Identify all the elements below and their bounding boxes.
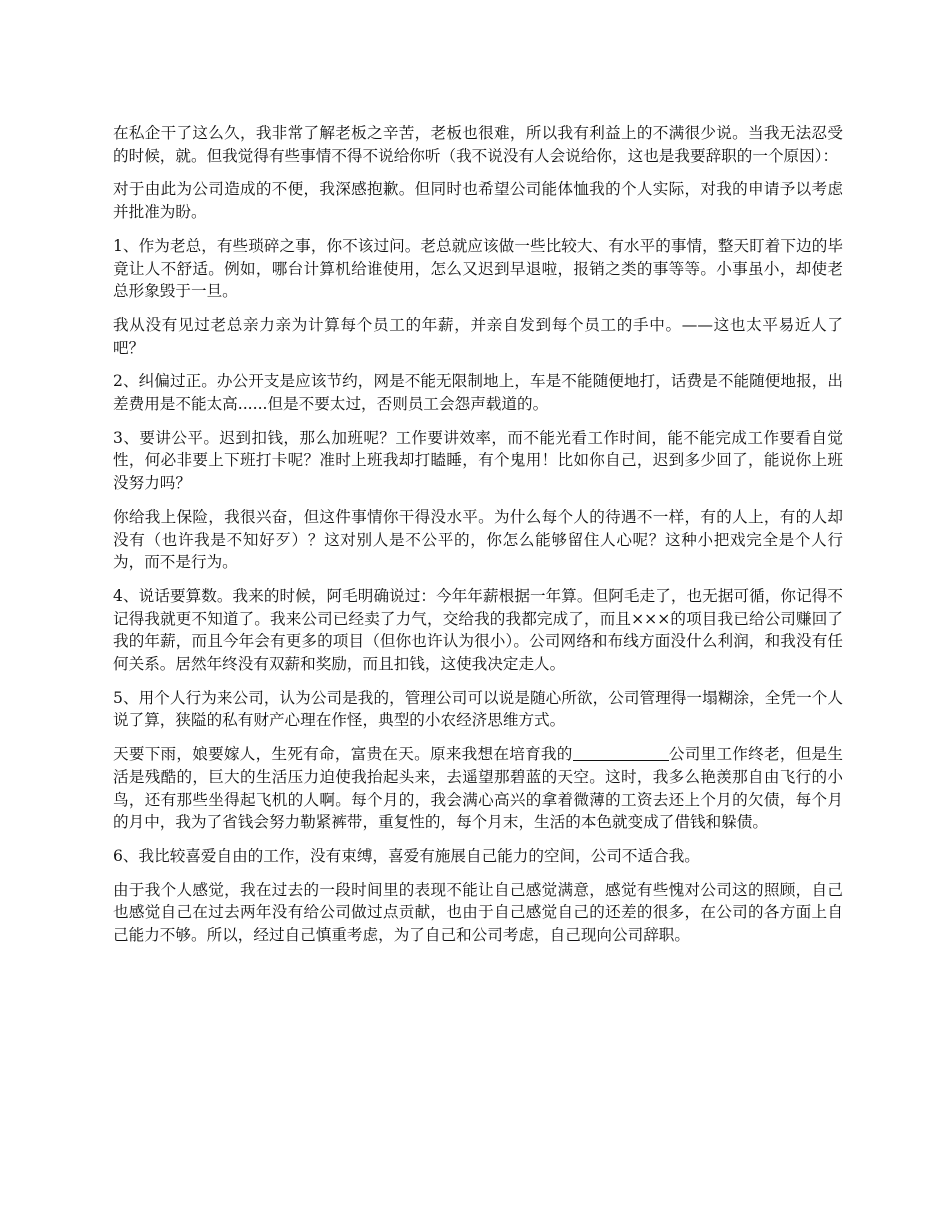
paragraph-point-5: 5、用个人行为来公司，认为公司是我的，管理公司可以说是随心所欲，公司管理得一塌糊涂，全凭一个人说了算，狭隘的私有财产心理在作怪，典型的小农经济思维方式。: [113, 688, 843, 730]
paragraph-point-2: 2、纠偏过正。办公开支是应该节约，网是不能无限制地上，车是不能随便地打，话费是不能随便地报，出差费用是不能太高......但是不要太过，否则员工会怨声载道的。: [113, 372, 843, 414]
paragraph-life-end: 公司里工作终老，但是生活是残酷的，巨大的生活压力迫使我抬起头来，去遥望那碧蓝的天空。这时，我多么艳羡那自由飞行的小鸟，还有那些坐得起飞机的人啊。每个月的，我会满心高兴的拿着微薄的工资去还上个月的欠债，每个月的月中，我为了省钱会努力勒紧裤带，重复性的，每个月末，生活的本色就变成了借钱和躲债。: [113, 745, 843, 832]
paragraph-life-start: 天要下雨，娘要嫁人，生死有命，富贵在天。原来我想在培育我的: [113, 745, 573, 764]
paragraph-point-1: 1、作为老总，有些琐碎之事，你不该过问。老总就应该做一些比较大、有水平的事情，整天盯着下边的毕竟让人不舒适。例如，哪台计算机给谁使用，怎么又迟到早退啦，报销之类的事等等。小事虽小，却使老总形象毁于一旦。: [113, 236, 843, 301]
paragraph-point-1-note: 我从没有见过老总亲力亲为计算每个员工的年薪，并亲自发到每个员工的手中。——这也太平易近人了吧？: [113, 315, 843, 357]
paragraph-point-4: 4、说话要算数。我来的时候，阿毛明确说过：今年年薪根据一年算。但阿毛走了，也无据可循，你记得不记得我就更不知道了。我来公司已经卖了力气，交给我的我都完成了，而且×××的项目我已给公司赚回了我的年薪，而且今年会有更多的项目（但你也许认为很小）。公司网络和布线方面没什么利润，和我没有任何关系。居然年终没有双薪和奖励，而且扣钱，这使我决定走人。: [113, 586, 843, 674]
paragraph-life: [113, 743, 843, 834]
fill-in-blank: [573, 744, 669, 761]
paragraph-apology: 对于由此为公司造成的不便，我深感抱歉。但同时也希望公司能体恤我的个人实际，对我的申请予以考虑并批准为盼。: [113, 180, 843, 222]
document-body: [113, 122, 843, 958]
paragraph-intro: 在私企干了这么久，我非常了解老板之辛苦，老板也很难，所以我有利益上的不满很少说。当我无法忍受的时候，就。但我觉得有些事情不得不说给你听（我不说没有人会说给你，这也是我要辞职的一个原因）：: [113, 124, 843, 165]
paragraph-point-3: 3、要讲公平。迟到扣钱，那么加班呢？工作要讲效率，而不能光看工作时间，能不能完成工作要看自觉性，何必非要上下班打卡呢？准时上班我却打瞌睡，有个鬼用！比如你自己，迟到多少回了，能说你上班没努力吗？: [113, 428, 843, 493]
paragraph-point-3-note: 你给我上保险，我很兴奋，但这件事情你干得没水平。为什么每个人的待遇不一样，有的人上，有的人却没有（也许我是不知好歹）？这对别人是不公平的，你怎么能够留住人心呢？这种小把戏完全是个人行为，而不是行为。: [113, 507, 843, 572]
paragraph-conclusion: 由于我个人感觉，我在过去的一段时间里的表现不能让自己感觉满意，感觉有些愧对公司这的照顾，自己也感觉自己在过去两年没有给公司做过点贡献，也由于自己感觉自己的还差的很多，在公司的各方面上自己能力不够。所以，经过自己慎重考虑，为了自己和公司考虑，自己现向公司辞职。: [113, 880, 843, 945]
paragraph-point-6: 6、我比较喜爱自由的工作，没有束缚，喜爱有施展自己能力的空间，公司不适合我。: [113, 846, 700, 865]
